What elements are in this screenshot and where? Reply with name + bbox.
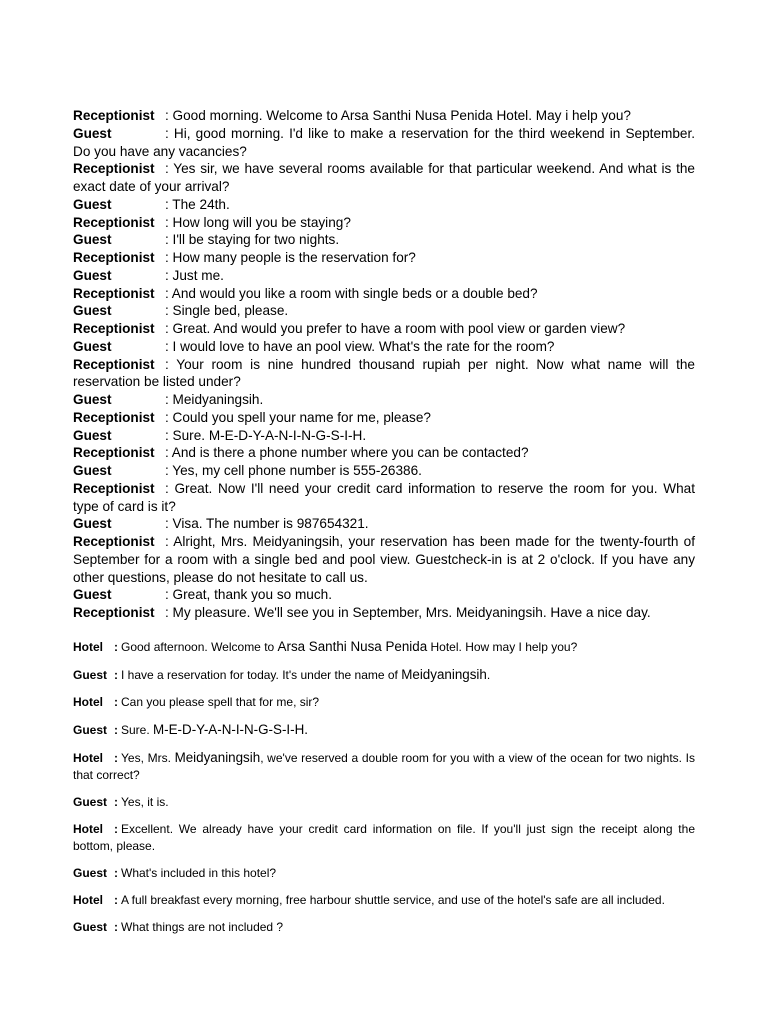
dialogue-text: : How long will you be staying? [165, 214, 351, 230]
dialogue-line [73, 391, 695, 409]
dialogue-line [73, 604, 695, 622]
dialogue-text: : Yes sir, we have several rooms available for that particular weekend. And what is the exact date of your arrival? [73, 161, 695, 194]
dialogue-line [73, 821, 695, 855]
speaker-colon: : [114, 639, 118, 654]
dialogue-text: : Great. Now I'll need your credit card information to reserve the room for you. What type of card is it? [73, 480, 695, 514]
speaker-label [73, 794, 121, 811]
dialogue-text: : And is there a phone number where you can be contacted? [165, 445, 529, 461]
reservation-dialogue [73, 107, 695, 622]
dialogue-text: Good afternoon. Welcome to [121, 639, 278, 654]
dialogue-text: I have a reservation for today. It's under the name of [121, 667, 402, 682]
speaker-name: Hotel [73, 821, 103, 836]
dialogue-line [73, 892, 695, 909]
dialogue-line [73, 231, 695, 249]
dialogue-line [73, 865, 695, 882]
dialogue-text: Can you please spell that for me, sir? [121, 694, 320, 709]
dialogue-line [73, 480, 695, 516]
dialogue-line [73, 320, 695, 338]
speaker-label: Guest [73, 196, 112, 212]
dialogue-text: : Just me. [165, 267, 224, 283]
speaker-colon: : [114, 722, 118, 737]
dialogue-line [73, 427, 695, 445]
speaker-label: Receptionist [73, 285, 155, 301]
speaker-label: Receptionist [73, 534, 155, 549]
speaker-name: Hotel [73, 639, 103, 654]
dialogue-text: : I would love to have an pool view. What's the rate for the room? [165, 338, 555, 354]
speaker-label [73, 694, 121, 711]
dialogue-line [73, 666, 695, 684]
dialogue-text: : The 24th. [165, 196, 230, 212]
speaker-label: Guest [73, 463, 112, 478]
speaker-label [73, 750, 121, 767]
speaker-colon: : [114, 919, 118, 934]
dialogue-line [73, 125, 695, 161]
dialogue-text: : My pleasure. We'll see you in September, Mrs. Meidyaningsih. Have a nice day. [165, 605, 651, 620]
dialogue-text: : I'll be staying for two nights. [165, 232, 340, 248]
dialogue-line [73, 515, 695, 533]
dialogue-line [73, 462, 695, 480]
speaker-label: Guest [73, 125, 112, 141]
dialogue-text: , we've reserved a double room for you with a view of the ocean for two nights. Is that correct? [73, 750, 695, 782]
dialogue-text: : Your room is nine hundred thousand rupiah per night. Now what name will the reservation be listed under? [73, 356, 695, 390]
dialogue-line [73, 721, 695, 739]
speaker-label: Receptionist [73, 480, 155, 496]
dialogue-text: : Meidyaningsih. [165, 392, 264, 407]
dialogue-text: . [486, 667, 491, 682]
document-page [73, 107, 695, 946]
speaker-colon: : [114, 821, 118, 836]
speaker-label: Receptionist [73, 321, 155, 336]
dialogue-line [73, 160, 695, 196]
speaker-name: Guest [73, 667, 108, 682]
dialogue-text: Yes, it is. [121, 794, 169, 809]
dialogue-text: : Single bed, please. [165, 303, 289, 319]
dialogue-line [73, 285, 695, 303]
dialogue-text: : Great, thank you so much. [165, 587, 332, 603]
dialogue-text: Sure. [121, 722, 154, 737]
dialogue-text: Excellent. We already have your credit card information on file. If you'll just sign the receipt along the bottom, please. [73, 821, 695, 853]
speaker-label [73, 821, 121, 838]
dialogue-line [73, 267, 695, 285]
dialogue-text: M-E-D-Y-A-N-I-N-G-S-I-H. [153, 721, 308, 737]
speaker-label: Guest [73, 516, 112, 532]
speaker-label: Receptionist [73, 445, 155, 461]
speaker-colon: : [114, 694, 118, 709]
dialogue-line [73, 444, 695, 462]
speaker-name: Guest [73, 865, 108, 880]
dialogue-text: What's included in this hotel? [121, 865, 277, 880]
dialogue-text: Arsa Santhi Nusa Penida [277, 638, 428, 654]
speaker-label: Receptionist [73, 356, 155, 372]
dialogue-line [73, 749, 695, 784]
speaker-name: Hotel [73, 892, 103, 907]
speaker-label: Guest [73, 587, 112, 603]
speaker-label [73, 667, 121, 684]
dialogue-line [73, 919, 695, 936]
speaker-label: Receptionist [73, 409, 155, 425]
dialogue-line [73, 196, 695, 214]
dialogue-line [73, 586, 695, 604]
speaker-label [73, 722, 121, 739]
dialogue-text: : And would you like a room with single beds or a double bed? [165, 285, 538, 301]
dialogue-text: : How many people is the reservation for? [165, 250, 416, 265]
dialogue-text: Meidyaningsih [401, 666, 487, 682]
dialogue-text: : Great. And would you prefer to have a room with pool view or garden view? [165, 321, 626, 336]
speaker-label [73, 639, 121, 656]
speaker-name: Guest [73, 919, 108, 934]
dialogue-line [73, 794, 695, 811]
dialogue-text: : Could you spell your name for me, please? [165, 409, 431, 425]
dialogue-line [73, 356, 695, 392]
speaker-label: Receptionist [73, 250, 155, 265]
dialogue-text: : Good morning. Welcome to Arsa Santhi Nusa Penida Hotel. May i help you? [165, 108, 631, 123]
speaker-name: Guest [73, 794, 108, 809]
speaker-label: Guest [73, 338, 112, 354]
speaker-label [73, 865, 121, 882]
speaker-label [73, 919, 121, 936]
dialogue-text: A full breakfast every morning, free harbour shuttle service, and use of the hotel's safe are all included. [121, 892, 665, 907]
dialogue-text: Meidyaningsih [174, 749, 261, 765]
dialogue-text: : Yes, my cell phone number is 555-26386. [165, 463, 422, 478]
dialogue-line [73, 302, 695, 320]
speaker-colon: : [114, 865, 118, 880]
speaker-label: Guest [73, 303, 112, 319]
speaker-name: Hotel [73, 750, 103, 765]
speaker-colon: : [114, 892, 118, 907]
speaker-label [73, 892, 121, 909]
speaker-label: Receptionist [73, 108, 155, 123]
speaker-label: Receptionist [73, 161, 155, 177]
dialogue-line [73, 694, 695, 711]
dialogue-line [73, 214, 695, 232]
dialogue-text: : Alright, Mrs. Meidyaningsih, your reservation has been made for the twenty-fourth of September for a room with a single bed and pool view. Guestcheck-in is at 2 o'clock. If you have any other questions, please do not hesitate to call us. [73, 534, 695, 585]
check-in-dialogue [73, 638, 695, 936]
speaker-colon: : [114, 750, 118, 765]
speaker-colon: : [114, 794, 118, 809]
speaker-label: Receptionist [73, 605, 155, 620]
dialogue-text: Hotel. How may I help you? [427, 639, 578, 654]
speaker-label: Guest [73, 392, 112, 407]
dialogue-text: : Hi, good morning. I'd like to make a reservation for the third weekend in September. Do you have any vacancies? [73, 125, 695, 159]
dialogue-line [73, 338, 695, 356]
speaker-name: Hotel [73, 694, 103, 709]
speaker-colon: : [114, 667, 118, 682]
dialogue-line [73, 107, 695, 125]
dialogue-text: : Sure. M-E-D-Y-A-N-I-N-G-S-I-H. [165, 427, 367, 443]
dialogue-line [73, 533, 695, 586]
dialogue-line [73, 409, 695, 427]
speaker-label: Guest [73, 232, 112, 248]
dialogue-line [73, 249, 695, 267]
speaker-label: Receptionist [73, 214, 155, 230]
dialogue-line [73, 638, 695, 656]
dialogue-text: What things are not included ? [121, 919, 284, 934]
speaker-label: Guest [73, 427, 112, 443]
speaker-name: Guest [73, 722, 108, 737]
dialogue-text: Yes, Mrs. [121, 750, 175, 765]
dialogue-text: : Visa. The number is 987654321. [165, 516, 369, 532]
speaker-label: Guest [73, 267, 112, 283]
